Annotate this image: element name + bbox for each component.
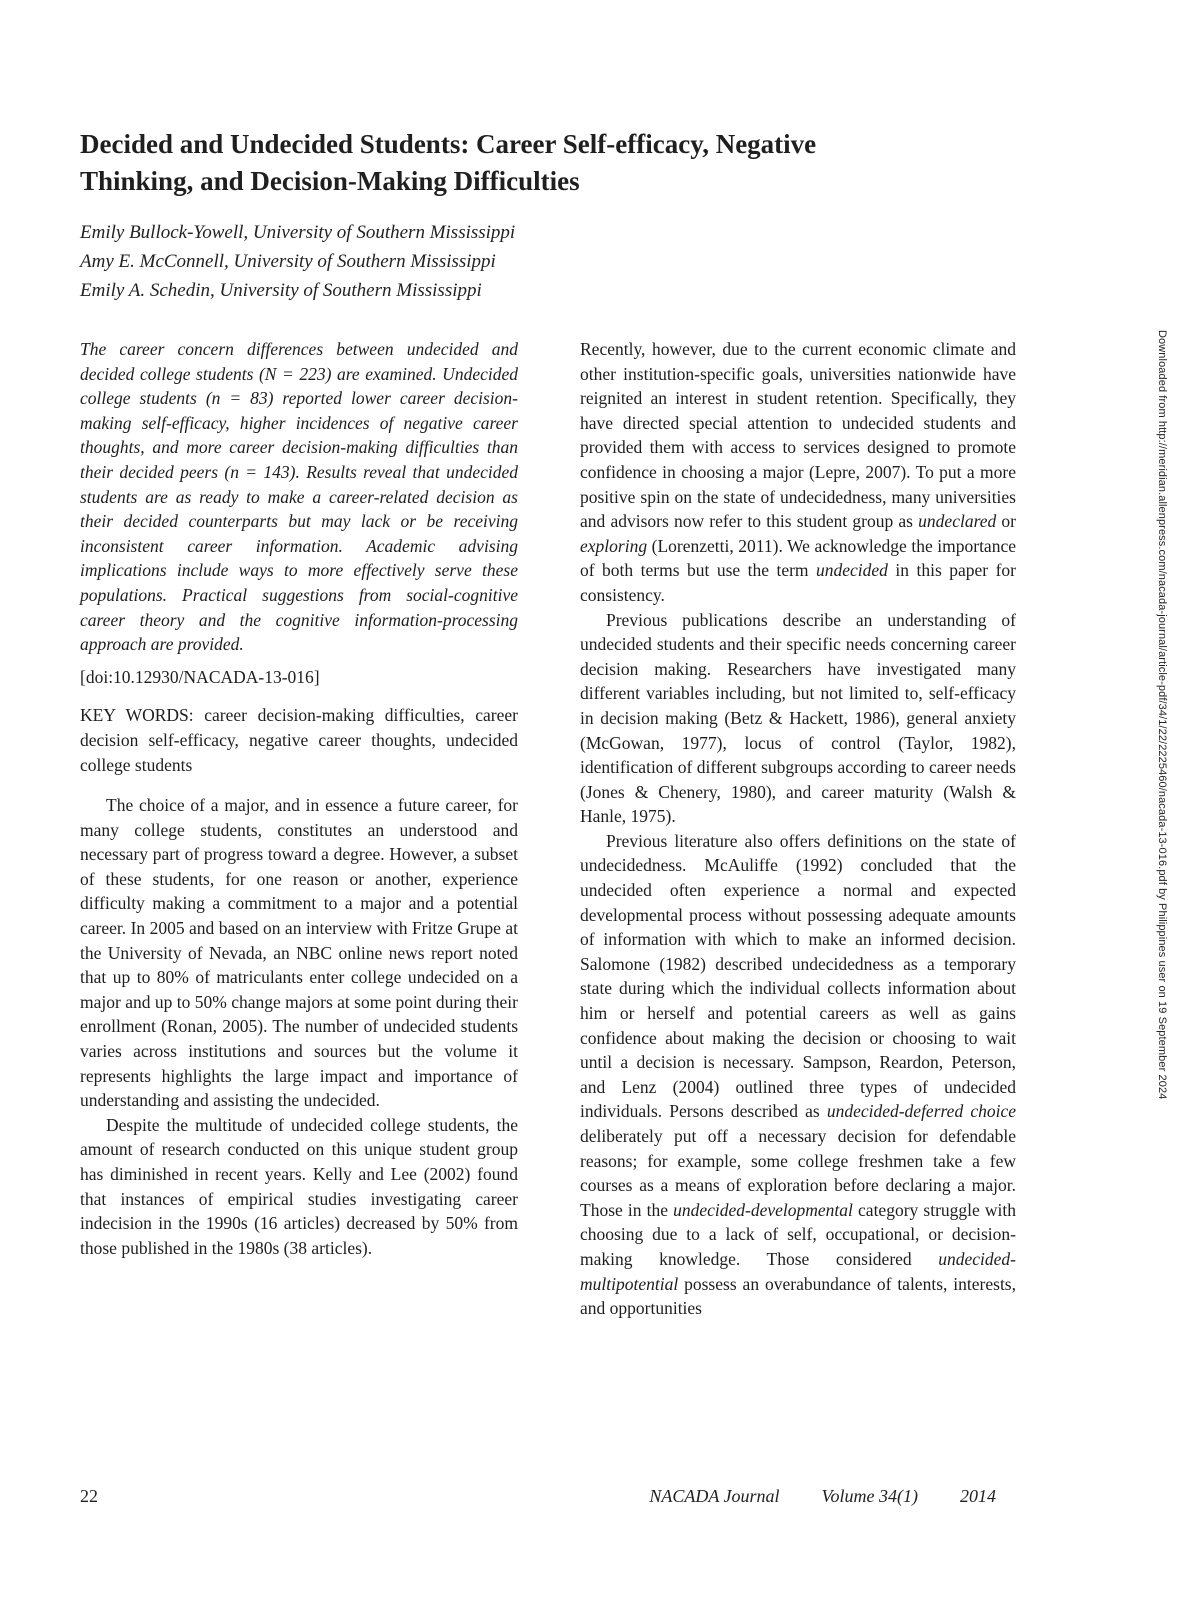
body-paragraph: Despite the multitude of undecided college students, the amount of research conducted on this unique student group has diminished in recent years. Kelly and Lee (2002) found that instances of empirical studies investigating career indecision in the 1990s (16 articles) decreased by 50% from those published in the 1980s (38 articles). [80, 1114, 518, 1258]
body-paragraph: The choice of a major, and in essence a future career, for many college students, constitutes an understood and necessary part of progress toward a degree. However, a subset of these students, for one reason or another, experience difficulty making a commitment to a major and a potential career. In 2005 and based on an interview with Fritze Grupe at the University of Nevada, an NBC online news report noted that up to 80% of matriculants enter college undecided on a major and up to 50% change majors at some point during their enrollment (Ronan, 2005). The number of undecided students varies across institutions and sources but the volume it represents highlights the large impact and importance of understanding and assisting the undecided. [80, 795, 518, 1111]
author-1: Emily Bullock-Yowell, University of Southern Mississippi [80, 222, 516, 243]
author-2: Amy E. McConnell, University of Southern Mississippi [80, 251, 496, 272]
body-paragraph: Recently, however, due to the current economic climate and other institution-specific goals, universities nationwide have reignited an interest in student retention. Specifically, they have directed special attention to undecided students and provided them with access to services designed to promote confidence in choosing a major (Lepre, 2007). To put a more positive spin on the state of undecidedness, many universities and advisors now refer to this student group as undeclared or exploring (Lorenzetti, 2011). We acknowledge the importance of both terms but use the term undecided in this paper for consistency. [580, 339, 1017, 605]
page-number: 22 [80, 1486, 98, 1506]
doi: [doi:10.12930/NACADA-13-016] [80, 666, 320, 687]
term-undeclared: undeclared [918, 511, 997, 532]
download-watermark: Downloaded from http://meridian.allenpress.com/nacada-journal/article-pdf/34/1/22/2225460/nacada-13-016.pdf by Philippines user on 19 September 2024 [1156, 330, 1168, 1100]
term-undecided: undecided [816, 560, 888, 581]
term-deferred-choice: undecided-deferred choice [826, 1101, 1016, 1122]
author-3: Emily A. Schedin, University of Southern Mississippi [80, 280, 482, 301]
body-paragraph: Previous literature also offers definitions on the state of undecidedness. McAuliffe (1992) concluded that the undecided often experience a normal and expected developmental process without possessing adequate amounts of information with which to make an informed decision. Salomone (1982) described undecidedness as a temporary state during which the individual collects information about him or herself and potential careers as well as gains confidence about making the decision or choosing to wait until a decision is necessary. Sampson, Reardon, Peterson, and Lenz (2004) outlined three types of undecided individuals. Persons described as undecided-deferred choice deliberately put off a necessary decision for defendable reasons; for example, some college freshmen take a few courses as a means of exploration before declaring a major. Those in the undecided-developmental category struggle with choosing due to a lack of self, occupational, or decision-making knowledge. Those considered undecided-multipotential possess an overabundance of talents, interests, and opportunities [580, 830, 1017, 1319]
term-exploring: exploring [580, 535, 648, 556]
journal-name: NACADA Journal [649, 1486, 780, 1506]
term-multipotential: undecided-multipotential [580, 1248, 1016, 1294]
journal-year: 2014 [960, 1486, 996, 1506]
journal-footer [649, 1486, 996, 1507]
body-paragraph: Previous publications describe an understanding of undecided students and their specific needs concerning career decision making. Researchers have investigated many different variables including, but not limited to, self-efficacy in decision making (Betz & Hackett, 1986), general anxiety (McGowan, 1977), locus of control (Taylor, 1982), identification of different subgroups according to career needs (Jones & Chenery, 1980), and career maturity (Walsh & Hanle, 1975). [580, 609, 1016, 827]
journal-volume: Volume 34(1) [821, 1486, 918, 1506]
term-developmental: undecided-developmental [673, 1199, 853, 1220]
author-list [80, 218, 780, 305]
title-line-1: Decided and Undecided Students: Career Self-efficacy, Negative [80, 129, 817, 159]
article-title [80, 126, 980, 200]
left-column [80, 337, 518, 1260]
abstract: The career concern differences between undecided and decided college students (N = 223) are examined. Undecided college students (n = 83) reported lower career decision-making self-efficacy, higher incidences of negative career thoughts, and more career decision-making difficulties than their decided peers (n = 143). Results reveal that undecided students are as ready to make a career-related decision as their decided counterparts but may lack or be receiving inconsistent career information. Academic advising implications include ways to more effectively serve these populations. Practical suggestions from social-cognitive career theory and the cognitive information-processing approach are provided. [80, 339, 518, 655]
keywords: KEY WORDS: career decision-making difficulties, career decision self-efficacy, negative career thoughts, undecided college students [80, 705, 518, 775]
right-column [580, 337, 1016, 1321]
title-line-2: Thinking, and Decision-Making Difficulties [80, 166, 580, 196]
